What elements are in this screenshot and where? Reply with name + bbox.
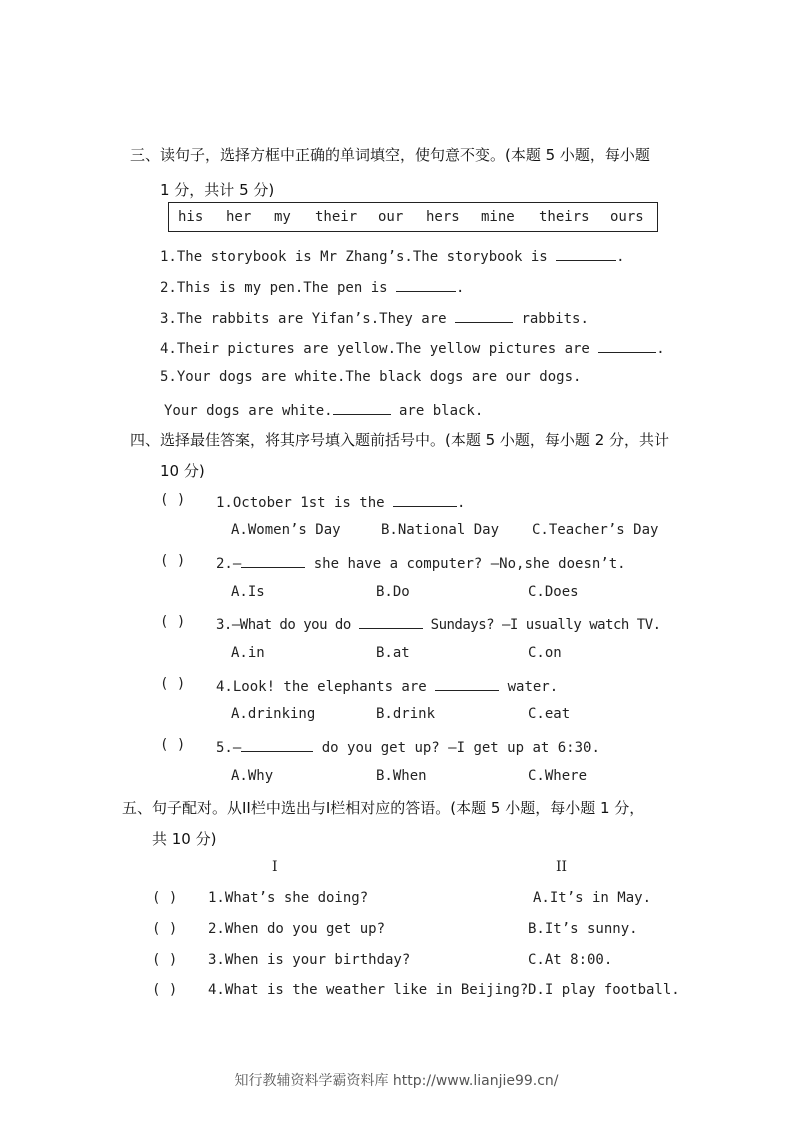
answer-parentheses[interactable]: ( ): [160, 676, 186, 692]
answer-parentheses[interactable]: ( ): [160, 737, 186, 753]
word-box: [168, 202, 658, 232]
answer-parentheses[interactable]: ( ): [160, 614, 186, 630]
option-b: B.Do: [376, 584, 410, 600]
option-b: B.drink: [376, 706, 436, 722]
section-5-title-line2: 共 10 分): [152, 830, 217, 848]
word-box-item: theirs: [539, 209, 590, 225]
item-text: .: [616, 249, 625, 265]
word-box-item: his: [178, 209, 204, 225]
column-header-ii: II: [556, 859, 568, 875]
option-b: B.at: [376, 645, 410, 661]
section-4-title-line2: 10 分): [160, 462, 205, 480]
answer-blank[interactable]: [598, 338, 656, 353]
answer-parentheses[interactable]: ( ): [152, 890, 178, 906]
item-text: rabbits.: [513, 311, 589, 327]
word-box-item: hers: [426, 209, 460, 225]
answer-parentheses[interactable]: ( ): [152, 982, 178, 998]
answer-parentheses[interactable]: ( ): [160, 553, 186, 569]
item-text: Your dogs are white.: [164, 403, 333, 419]
option-a: A.Women’s Day: [231, 522, 341, 538]
match-left-3: 3.When is your birthday?: [208, 952, 411, 968]
question-text: do you get up? —I get up at 6:30.: [313, 740, 600, 756]
answer-blank[interactable]: [556, 246, 616, 261]
footer-watermark: 知行教辅资料学霸资料库 http://www.lianjie99.cn/: [234, 1073, 559, 1089]
option-b: B.National Day: [381, 522, 500, 538]
section-3-item-3: [160, 308, 589, 327]
answer-parentheses[interactable]: ( ): [152, 952, 178, 968]
question-text: water.: [499, 679, 559, 695]
match-left-1: 1.What’s she doing?: [208, 890, 369, 906]
question-1: [216, 492, 465, 511]
section-3-item-1: [160, 246, 625, 265]
option-c: C.on: [528, 645, 562, 661]
answer-blank: [241, 553, 305, 568]
word-box-item: my: [274, 209, 291, 225]
answer-blank[interactable]: [396, 277, 456, 292]
item-text: 4.Their pictures are yellow.The yellow pictures are: [160, 341, 599, 357]
question-2: [216, 553, 626, 572]
question-text: she have a computer? —No,she doesn’t.: [305, 556, 626, 572]
section-3-item-4: [160, 338, 665, 357]
question-3: [216, 614, 661, 633]
answer-blank: [435, 676, 499, 691]
item-text: 1.The storybook is Mr Zhang’s.The storybook is: [160, 249, 557, 265]
section-3-item-5: [160, 369, 581, 385]
word-box-item: ours: [610, 209, 644, 225]
section-4-title-line1: 四、选择最佳答案，将其序号填入题前括号中。(本题 5 小题，每小题 2 分，共计: [130, 431, 670, 449]
section-5-title-line1: 五、句子配对。从II栏中选出与I栏相对应的答语。(本题 5 小题，每小题 1 分，: [122, 799, 645, 817]
question-5: [216, 737, 600, 756]
word-box-item: mine: [481, 209, 515, 225]
column-header-i: I: [272, 859, 278, 875]
answer-blank[interactable]: [455, 308, 513, 323]
section-3-item-5-line2: [164, 400, 483, 419]
option-a: A.Why: [231, 768, 274, 784]
word-box-item: their: [315, 209, 358, 225]
answer-parentheses[interactable]: ( ): [152, 921, 178, 937]
question-text: 5.—: [216, 740, 242, 756]
question-text: 4.Look! the elephants are: [216, 679, 436, 695]
option-b: B.When: [376, 768, 427, 784]
option-c: C.Teacher’s Day: [532, 522, 659, 538]
section-3-title-line1: 三、读句子，选择方框中正确的单词填空，使句意不变。(本题 5 小题，每小题: [130, 146, 650, 164]
match-right-b: B.It’s sunny.: [528, 921, 638, 937]
word-box-item: her: [226, 209, 252, 225]
question-4: [216, 676, 558, 695]
question-text: .: [457, 495, 466, 511]
answer-blank: [241, 737, 313, 752]
answer-blank: [393, 492, 457, 507]
word-box-item: our: [378, 209, 404, 225]
item-text: 3.The rabbits are Yifan’s.They are: [160, 311, 456, 327]
item-text: .: [456, 280, 465, 296]
option-c: C.Does: [528, 584, 579, 600]
question-text: 1.October 1st is the: [216, 495, 394, 511]
question-text: Sundays? —I usually watch TV.: [422, 617, 661, 633]
question-text: 2.—: [216, 556, 242, 572]
answer-parentheses[interactable]: ( ): [160, 492, 186, 508]
item-text: 2.This is my pen.The pen is: [160, 280, 397, 296]
option-a: A.Is: [231, 584, 265, 600]
answer-blank[interactable]: [333, 400, 391, 415]
answer-blank: [359, 614, 423, 629]
option-c: C.eat: [528, 706, 571, 722]
question-text: 3.—What do you do: [216, 617, 359, 633]
item-text: are black.: [390, 403, 484, 419]
option-a: A.in: [231, 645, 265, 661]
match-left-2: 2.When do you get up?: [208, 921, 386, 937]
match-right-a: A.It’s in May.: [533, 890, 652, 906]
item-text: .: [656, 341, 665, 357]
match-left-4: 4.What is the weather like in Beijing?: [208, 982, 529, 998]
section-3-item-2: [160, 277, 464, 296]
section-3-title-line2: 1 分，共计 5 分): [160, 181, 275, 199]
option-c: C.Where: [528, 768, 588, 784]
option-a: A.drinking: [231, 706, 316, 722]
match-right-c: C.At 8:00.: [528, 952, 613, 968]
item-text: 5.Your dogs are white.The black dogs are our dogs.: [160, 369, 582, 385]
match-right-d: D.I play football.: [528, 982, 680, 998]
